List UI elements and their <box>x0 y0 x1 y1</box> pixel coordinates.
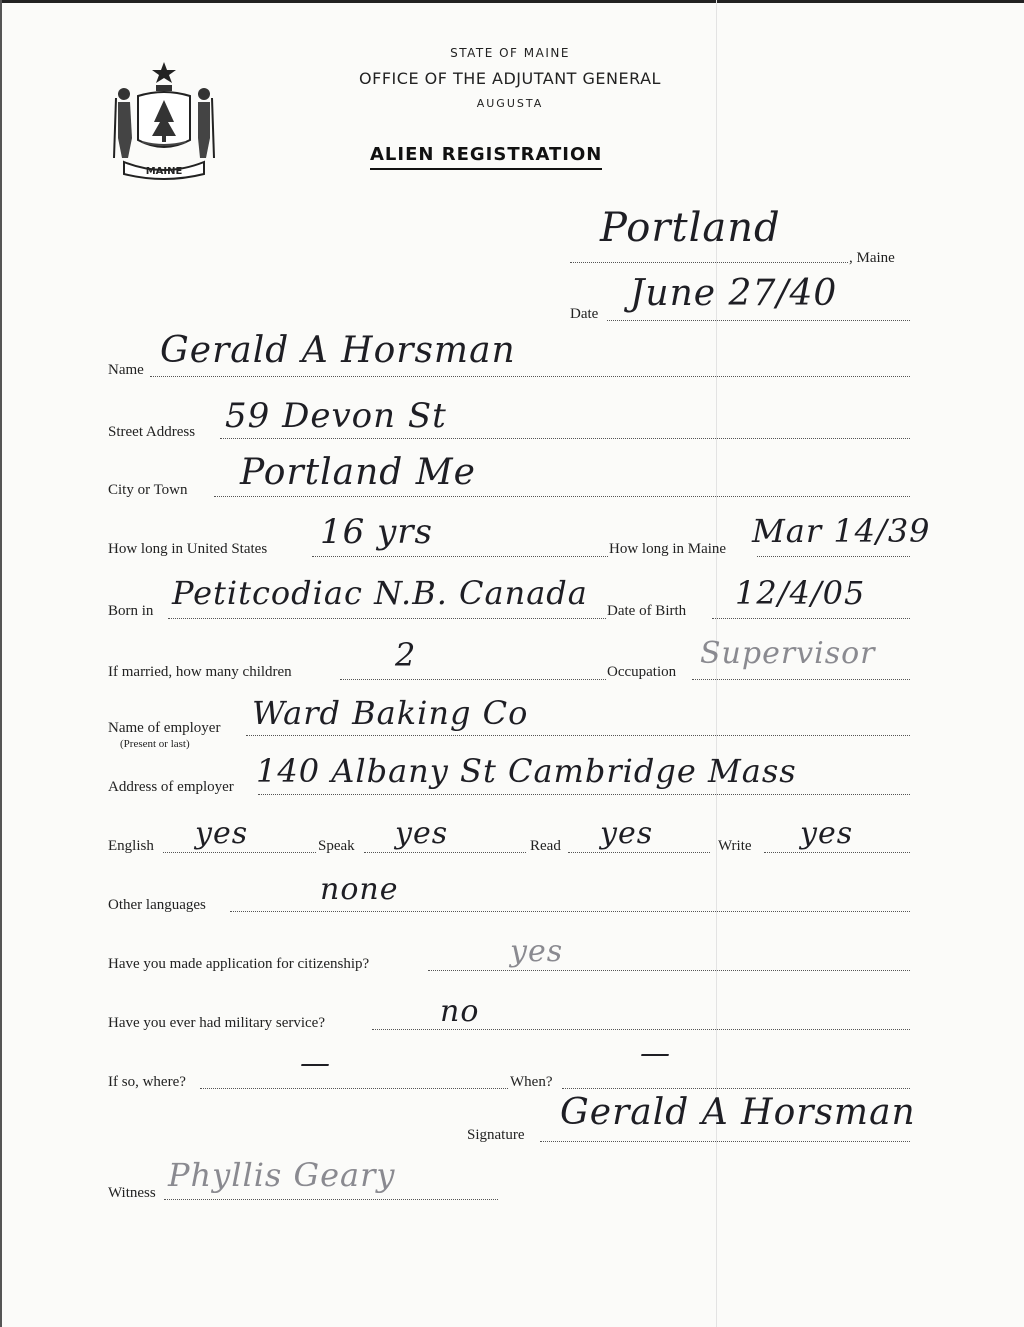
header-city: AUGUSTA <box>476 97 544 110</box>
maine-duration-line <box>757 556 910 557</box>
witness-line <box>164 1199 498 1200</box>
city-line <box>214 496 910 497</box>
citizenship-value: yes <box>510 934 564 969</box>
read-value: yes <box>600 816 654 851</box>
employer-value: Ward Baking Co <box>252 694 529 732</box>
name-value: Gerald A Horsman <box>160 330 516 371</box>
scan-edge-top <box>0 0 1024 3</box>
english-line <box>163 852 316 853</box>
military-line <box>372 1029 910 1030</box>
military-label: Have you ever had military service? <box>108 1015 325 1031</box>
date-label: Date <box>570 306 599 322</box>
where-line <box>200 1088 508 1089</box>
born-line <box>168 618 606 619</box>
maine-duration-label: How long in Maine <box>609 541 727 557</box>
header-state: STATE OF MAINE <box>450 46 570 60</box>
place-suffix: , Maine <box>849 250 895 266</box>
maine-seal-icon <box>110 58 218 182</box>
when-line <box>562 1088 910 1089</box>
street-label: Street Address <box>108 424 196 440</box>
employer-address-label: Address of employer <box>108 779 234 795</box>
us-duration-label: How long in United States <box>108 541 268 557</box>
signature-line <box>540 1141 910 1142</box>
other-languages-line <box>230 911 910 912</box>
employer-address-line <box>258 794 910 795</box>
where-value: — <box>300 1046 331 1081</box>
occupation-label: Occupation <box>607 664 677 680</box>
other-languages-label: Other languages <box>108 897 206 913</box>
occupation-value: Supervisor <box>700 636 876 671</box>
write-label: Write <box>718 838 752 854</box>
employer-address-value: 140 Albany St Cambridge Mass <box>256 752 797 790</box>
street-value: 59 Devon St <box>225 396 447 436</box>
children-label: If married, how many children <box>108 664 292 680</box>
born-label: Born in <box>108 603 154 619</box>
english-label: English <box>108 838 154 854</box>
dob-label: Date of Birth <box>607 603 687 619</box>
city-value: Portland Me <box>240 452 476 493</box>
scan-edge-left <box>0 0 2 1327</box>
read-label: Read <box>530 838 561 854</box>
dob-value: 12/4/05 <box>735 574 866 612</box>
born-value: Petitcodiac N.B. Canada <box>172 574 588 612</box>
children-value: 2 <box>395 636 417 674</box>
seal-banner-text: MAINE <box>145 166 183 177</box>
citizenship-label: Have you made application for citizenship? <box>108 956 370 972</box>
write-line <box>764 852 910 853</box>
maine-duration-value: Mar 14/39 <box>752 512 931 550</box>
speak-line <box>364 852 526 853</box>
date-line <box>607 320 910 321</box>
witness-label: Witness <box>108 1185 156 1201</box>
dob-line <box>712 618 910 619</box>
name-label: Name <box>108 362 144 378</box>
employer-label: Name of employer <box>108 720 221 736</box>
write-value: yes <box>800 816 854 851</box>
read-line <box>568 852 710 853</box>
name-line <box>150 376 910 377</box>
header-office: OFFICE OF THE ADJUTANT GENERAL <box>359 69 661 88</box>
where-label: If so, where? <box>108 1074 186 1090</box>
speak-value: yes <box>395 816 449 851</box>
occupation-line <box>692 679 910 680</box>
date-value: June 27/40 <box>630 273 838 314</box>
children-line <box>340 679 606 680</box>
signature-value: Gerald A Horsman <box>560 1092 916 1133</box>
street-line <box>220 438 910 439</box>
witness-value: Phyllis Geary <box>168 1156 396 1194</box>
signature-label: Signature <box>467 1127 525 1143</box>
us-duration-line <box>312 556 608 557</box>
place-line <box>570 262 848 263</box>
employer-sublabel: (Present or last) <box>120 738 190 750</box>
citizenship-line <box>428 970 910 971</box>
speak-label: Speak <box>318 838 355 854</box>
other-languages-value: none <box>320 872 399 907</box>
place-value: Portland <box>600 205 781 251</box>
when-label: When? <box>510 1074 553 1090</box>
military-value: no <box>440 994 480 1029</box>
city-label: City or Town <box>108 482 188 498</box>
employer-line <box>246 735 910 736</box>
when-value: — <box>640 1036 671 1071</box>
us-duration-value: 16 yrs <box>320 512 433 552</box>
english-value: yes <box>195 816 249 851</box>
form-title: ALIEN REGISTRATION <box>370 144 602 170</box>
